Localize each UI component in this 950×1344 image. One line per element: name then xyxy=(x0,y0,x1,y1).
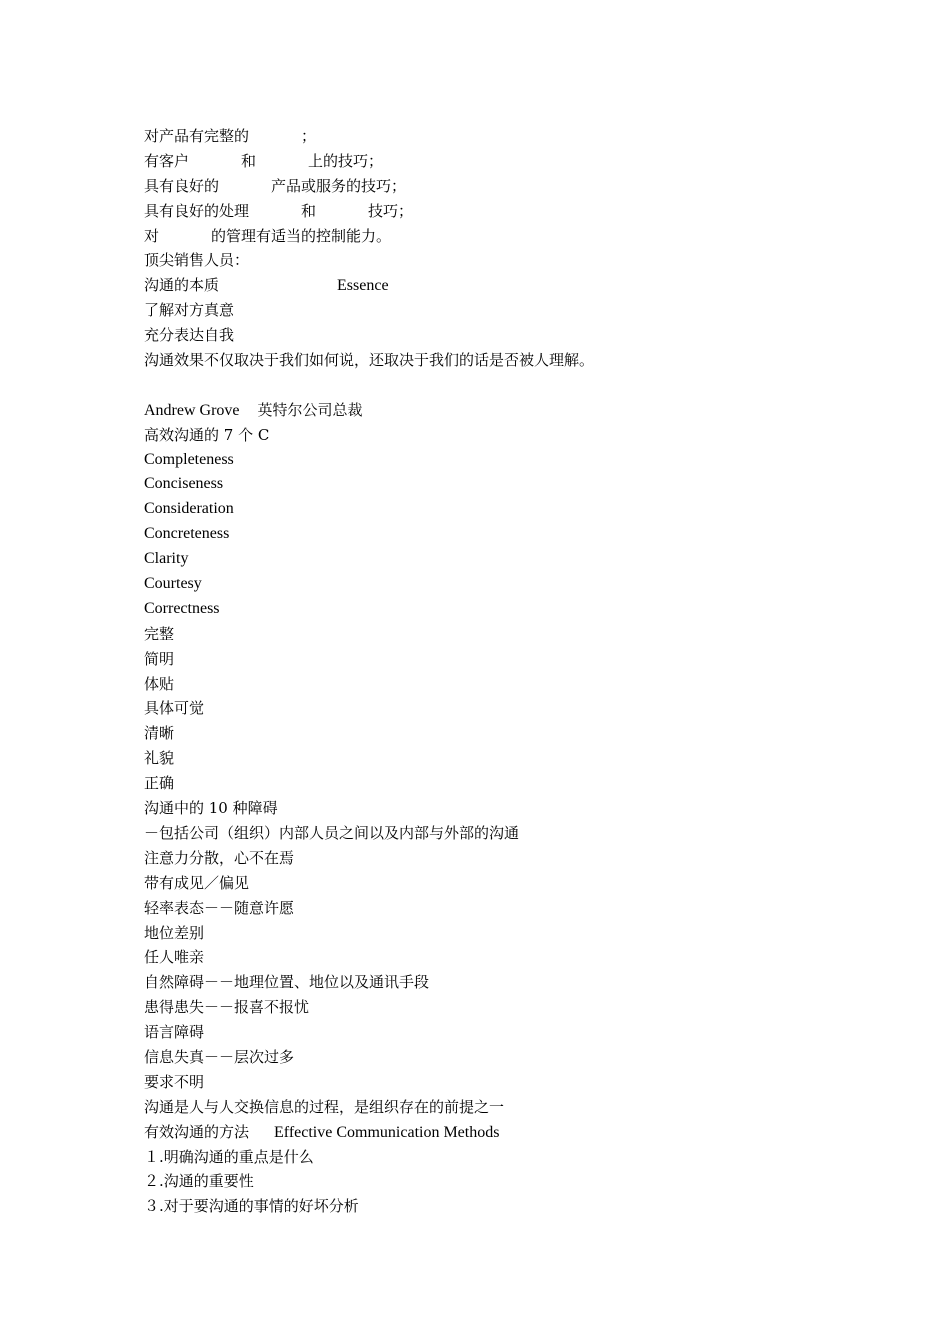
text-segment: 充分表达自我 xyxy=(144,326,235,345)
text-segment: Courtesy xyxy=(144,575,202,593)
text-line xyxy=(144,1120,844,1145)
blank-line xyxy=(144,373,844,398)
text-segment: Conciseness xyxy=(144,475,224,493)
text-segment: 具有良好的 xyxy=(144,176,220,195)
text-line xyxy=(144,1070,844,1095)
text-segment: 语言障碍 xyxy=(144,1023,205,1042)
text-segment: ３.对于要沟通的事情的好坏分析 xyxy=(144,1197,359,1216)
text-line xyxy=(144,273,844,298)
text-line xyxy=(144,1169,844,1194)
text-line xyxy=(144,174,844,199)
text-line xyxy=(144,970,844,995)
text-line xyxy=(144,995,844,1020)
text-segment: Clarity xyxy=(144,550,189,568)
text-line xyxy=(144,124,844,149)
text-segment: 的管理有适当的控制能力。 xyxy=(211,226,392,245)
text-segment: Andrew Grove xyxy=(144,401,240,419)
text-segment: 沟通效果不仅取决于我们如何说，还取决于我们的话是否被人理解。 xyxy=(144,351,595,370)
text-segment: 信息失真－－层次过多 xyxy=(144,1047,295,1066)
text-segment: 沟通的本质 xyxy=(144,276,220,295)
text-line xyxy=(144,945,844,970)
text-segment: 了解对方真意 xyxy=(144,301,235,320)
text-line xyxy=(144,248,844,273)
text-segment: 自然障碍－－地理位置、地位以及通讯手段 xyxy=(144,973,430,992)
text-line xyxy=(144,547,844,572)
text-line xyxy=(144,846,844,871)
text-segment: 具有良好的处理 xyxy=(144,201,250,220)
text-line xyxy=(144,522,844,547)
text-line xyxy=(144,1020,844,1045)
text-segment: 地位差别 xyxy=(144,923,205,942)
text-segment: 简明 xyxy=(144,649,175,668)
text-line xyxy=(144,472,844,497)
text-segment: 和 xyxy=(241,151,257,170)
text-line xyxy=(144,721,844,746)
text-segment: 上的技巧； xyxy=(308,151,384,170)
text-line xyxy=(144,796,844,821)
text-segment: 正确 xyxy=(144,774,175,793)
document-body xyxy=(144,124,844,1219)
text-line xyxy=(144,1194,844,1219)
text-segment: 英特尔公司总裁 xyxy=(257,400,363,419)
text-segment: 任人唯亲 xyxy=(144,948,205,967)
text-line xyxy=(144,821,844,846)
text-line xyxy=(144,647,844,672)
text-segment: 带有成见／偏见 xyxy=(144,873,250,892)
text-segment: 沟通是人与人交换信息的过程，是组织存在的前提之一 xyxy=(144,1097,505,1116)
text-segment: ２.沟通的重要性 xyxy=(144,1172,254,1191)
text-segment: 高效沟通的 7 个 C xyxy=(144,425,270,444)
text-segment: Consideration xyxy=(144,500,234,518)
text-segment: Essence xyxy=(337,277,389,295)
text-segment: 完整 xyxy=(144,624,175,643)
text-line xyxy=(144,398,844,423)
text-segment: Concreteness xyxy=(144,525,230,543)
text-segment: 清晰 xyxy=(144,724,175,743)
text-segment: 和 xyxy=(301,201,317,220)
text-segment: 产品或服务的技巧； xyxy=(271,176,407,195)
text-line xyxy=(144,597,844,622)
text-line xyxy=(144,572,844,597)
text-segment: Completeness xyxy=(144,450,234,468)
text-segment: 对产品有完整的 xyxy=(144,127,250,145)
text-line xyxy=(144,448,844,473)
text-segment: 对 xyxy=(144,226,160,245)
text-line xyxy=(144,149,844,174)
text-segment: －包括公司（组织）内部人员之间以及内部与外部的沟通 xyxy=(144,823,520,842)
text-segment: 沟通中的 10 种障碍 xyxy=(144,799,278,818)
text-segment: 有效沟通的方法 xyxy=(144,1122,250,1141)
text-segment: Effective Communication Methods xyxy=(274,1123,500,1141)
text-line xyxy=(144,672,844,697)
text-segment: 轻率表态－－随意许愿 xyxy=(144,898,295,917)
text-line xyxy=(144,497,844,522)
text-line xyxy=(144,1145,844,1170)
text-segment: Correctness xyxy=(144,599,220,617)
text-segment: 有客户 xyxy=(144,151,190,170)
text-segment: 注意力分散，心不在焉 xyxy=(144,848,295,867)
text-segment: 具体可觉 xyxy=(144,699,205,718)
text-line xyxy=(144,921,844,946)
text-line xyxy=(144,199,844,224)
text-segment: 要求不明 xyxy=(144,1072,205,1091)
text-line xyxy=(144,423,844,448)
text-line xyxy=(144,224,844,249)
text-segment: 礼貌 xyxy=(144,749,175,768)
text-segment: ； xyxy=(301,127,317,145)
text-segment: 患得患失－－报喜不报忧 xyxy=(144,998,310,1017)
text-line xyxy=(144,871,844,896)
text-segment: １.明确沟通的重点是什么 xyxy=(144,1147,314,1166)
text-line xyxy=(144,323,844,348)
text-segment: 顶尖销售人员： xyxy=(144,251,250,270)
text-segment: 体贴 xyxy=(144,674,175,693)
text-line xyxy=(144,622,844,647)
text-line xyxy=(144,298,844,323)
text-segment: 技巧； xyxy=(368,201,414,220)
text-line xyxy=(144,1045,844,1070)
text-line xyxy=(144,896,844,921)
text-line xyxy=(144,1095,844,1120)
text-line xyxy=(144,746,844,771)
text-line xyxy=(144,771,844,796)
text-line xyxy=(144,696,844,721)
text-line xyxy=(144,348,844,373)
